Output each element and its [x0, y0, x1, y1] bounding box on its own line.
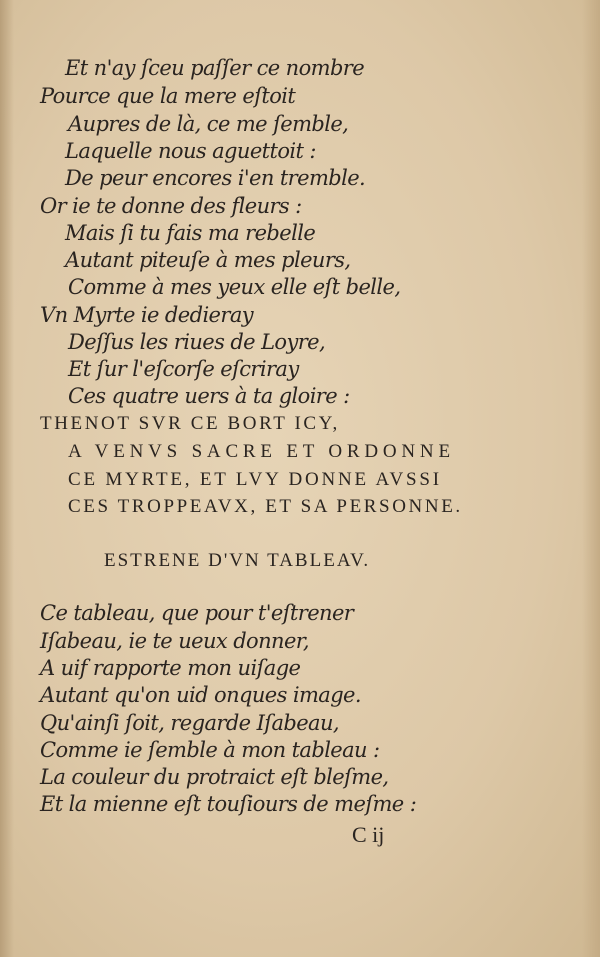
- poem-line: Aupres de là, ce me ſemble,: [68, 112, 349, 136]
- poem-line: Laquelle nous aguettoit :: [65, 139, 316, 163]
- section-heading: ESTRENE D'VN TABLEAV.: [104, 550, 371, 571]
- poem-line: Pource que la mere eſtoit: [40, 84, 296, 108]
- estrene-line: Qu'ainſi ſoit, regarde Iſabeau,: [40, 711, 339, 735]
- poem-line: Deſſus les riues de Loyre,: [68, 330, 326, 354]
- page-edge-shadow: [582, 0, 600, 957]
- poem-line: De peur encores i'en tremble.: [65, 166, 366, 190]
- estrene-line: Autant qu'on uid onques image.: [40, 683, 361, 707]
- estrene-line: La couleur du protraict eſt bleſme,: [40, 765, 389, 789]
- poem-line: Autant piteuſe à mes pleurs,: [65, 248, 351, 272]
- estrene-line: Iſabeau, ie te ueux donner,: [40, 629, 309, 653]
- inscription-line: CES TROPPEAVX, ET SA PERSONNE.: [68, 496, 463, 517]
- estrene-line: A uif rapporte mon uiſage: [40, 656, 301, 680]
- inscription-line: A VENVS SACRE ET ORDONNE: [68, 441, 455, 462]
- poem-line: Et ſur l'eſcorſe eſcriray: [68, 357, 299, 381]
- poem-line: Ces quatre uers à ta gloire :: [68, 384, 350, 408]
- estrene-line: Comme ie ſemble à mon tableau :: [40, 738, 380, 762]
- estrene-line: Et la mienne eſt touſiours de meſme :: [40, 792, 417, 816]
- estrene-line: Ce tableau, que pour t'eſtrener: [40, 601, 354, 625]
- poem-line: Mais ſi tu fais ma rebelle: [65, 221, 316, 245]
- poem-line: Comme à mes yeux elle eſt belle,: [68, 275, 401, 299]
- poem-line: Or ie te donne des fleurs :: [40, 194, 302, 218]
- inscription-line: THENOT SVR CE BORT ICY,: [40, 413, 340, 434]
- poem-line: Vn Myrte ie dedieray: [40, 303, 254, 327]
- signature-mark: C ij: [352, 822, 385, 847]
- page-gutter-shadow: [0, 0, 14, 957]
- inscription-line: CE MYRTE, ET LVY DONNE AVSSI: [68, 469, 442, 490]
- poem-line: Et n'ay ſceu paſſer ce nombre: [65, 56, 365, 80]
